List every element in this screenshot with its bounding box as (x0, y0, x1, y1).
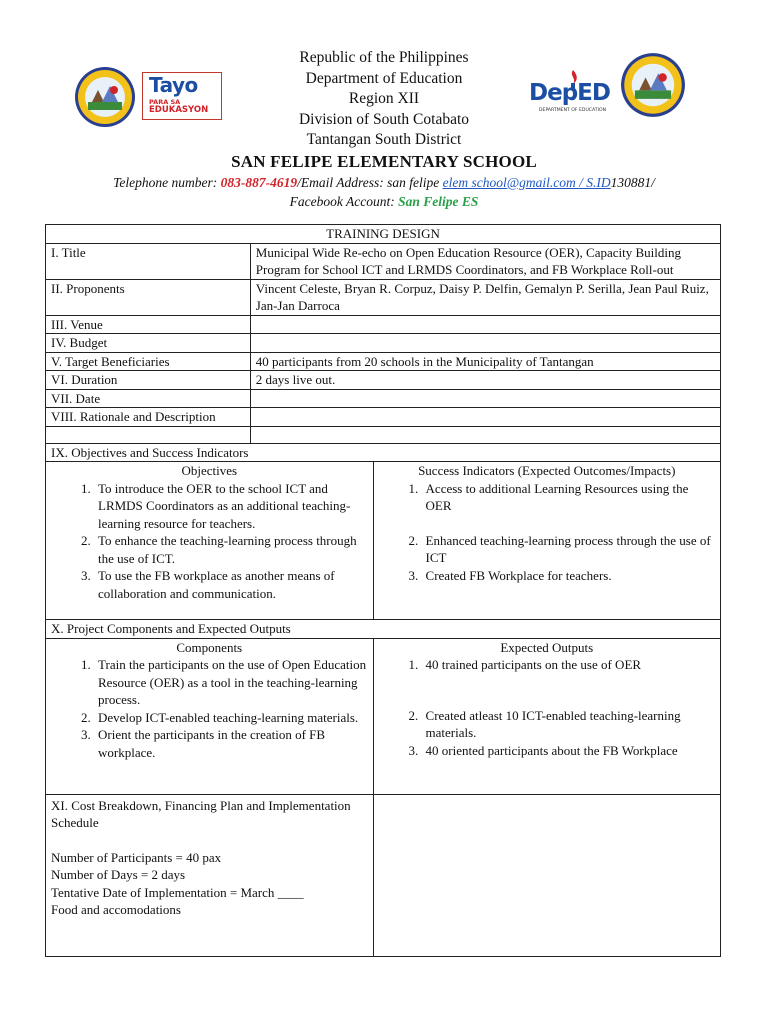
table-row (46, 279, 721, 315)
header-republic: Republic of the Philippines (299, 49, 469, 66)
list-item: 1. Access to additional Learning Resources using the OER (422, 480, 715, 515)
outputs-list (379, 656, 715, 759)
row-label: VI. Duration (46, 371, 251, 390)
indicators-heading: Success Indicators (Expected Outcomes/Impacts) (418, 463, 676, 478)
list-item: 1. Train the participants on the use of Open Education Resource (OER) as a tool in the teaching-learning process. (94, 656, 368, 709)
components-list (51, 656, 368, 761)
header-region: Region XII (348, 90, 420, 107)
row-value (250, 389, 720, 408)
table-row (46, 389, 721, 408)
cost-participants: Number of Participants = 40 pax (51, 849, 222, 865)
row-value: Municipal Wide Re-echo on Open Education Resource (OER), Capacity Building Program for School ICT and LRMDS Coordinators, and FB Workplace Roll-out (250, 243, 720, 279)
row-label: IV. Budget (46, 334, 251, 353)
school-id: 130881/ (610, 174, 655, 190)
table-row (46, 352, 721, 371)
table-heading: TRAINING DESIGN (46, 225, 721, 244)
cost-cell (46, 794, 374, 956)
row-label: VII. Date (46, 389, 251, 408)
facebook-account: San Felipe ES (398, 193, 479, 209)
row-label: VIII. Rationale and Description (46, 408, 251, 427)
tayo-wordmark: Tayo (149, 73, 198, 97)
contact-line (0, 173, 768, 192)
list-item: 3. To use the FB workplace as another means of collaboration and communication. (94, 567, 368, 602)
header-district: Tantangan South District (306, 131, 462, 148)
list-item: 1. To introduce the OER to the school ICT and LRMDS Coordinators as an additional teaching-learning resource for teachers. (94, 480, 368, 533)
table-row (46, 243, 721, 279)
cost-days: Number of Days = 2 days (51, 867, 186, 882)
cost-title: XI. Cost Breakdown, Financing Plan and Implementation Schedule (51, 797, 351, 830)
row-label: V. Target Beneficiaries (46, 352, 251, 371)
components-section-title: X. Project Components and Expected Outputs (46, 620, 721, 639)
list-item: 2. To enhance the teaching-learning process through the use of ICT. (94, 532, 368, 567)
phone-label: Telephone number: (113, 174, 221, 190)
objectives-list (51, 480, 368, 603)
components-cell (46, 638, 374, 794)
row-value: 40 participants from 20 schools in the Municipality of Tantangan (250, 352, 720, 371)
row-value (250, 408, 720, 427)
deped-subtitle: DEPARTMENT OF EDUCATION (539, 108, 607, 113)
header-department: Department of Education (305, 69, 463, 87)
objectives-section-title: IX. Objectives and Success Indicators (46, 443, 721, 462)
row-value (250, 315, 720, 334)
list-item: 3. Orient the participants in the creation of FB workplace. (94, 726, 368, 761)
header-division: Division of South Cotabato (298, 110, 470, 128)
tayo-sub1: PARA SA (149, 98, 181, 106)
row-label: III. Venue (46, 315, 251, 334)
row-value: Vincent Celeste, Bryan R. Corpuz, Daisy P. Delfin, Gemalyn P. Serilla, Jean Paul Ruiz, Jan-Jan Darroca (250, 279, 720, 315)
row-value: 2 days live out. (250, 371, 720, 390)
table-row (46, 371, 721, 390)
list-item: 2. Created atleast 10 ICT-enabled teaching-learning materials. (422, 707, 715, 742)
list-item: 3. 40 oriented participants about the FB Workplace (422, 742, 715, 760)
objectives-cell (46, 462, 374, 620)
email-link[interactable]: elem school@gmail.com / S.ID (442, 174, 611, 190)
cost-date: Tentative Date of Implementation = March ____ (51, 884, 304, 900)
row-value (250, 334, 720, 353)
list-item: 3. Created FB Workplace for teachers. (422, 567, 715, 585)
school-name: SAN FELIPE ELEMENTARY SCHOOL (231, 151, 537, 171)
indicators-cell (373, 462, 720, 620)
training-design-table (45, 224, 721, 957)
table-row (46, 408, 721, 427)
tayo-sub2: EDUKASYON (149, 105, 209, 115)
components-heading: Components (176, 639, 243, 655)
indicators-list (379, 480, 715, 585)
objectives-heading: Objectives (181, 463, 238, 478)
blank-row (46, 426, 721, 443)
deped-wordmark: DepED (529, 80, 610, 106)
table-row (46, 334, 721, 353)
row-label: I. Title (46, 243, 251, 279)
list-item: 2. Develop ICT-enabled teaching-learning materials. (94, 709, 368, 727)
table-row (46, 315, 721, 334)
cost-right-cell (373, 794, 720, 956)
list-item: 1. 40 trained participants on the use of OER (422, 656, 715, 674)
email-label: /Email Address: san felipe (297, 174, 443, 190)
outputs-heading: Expected Outputs (500, 639, 594, 655)
facebook-label: Facebook Account: (289, 193, 399, 209)
list-item: 2. Enhanced teaching-learning process through the use of ICT (422, 532, 715, 567)
row-label: II. Proponents (46, 279, 251, 315)
facebook-line (0, 192, 768, 211)
outputs-cell (373, 638, 720, 794)
letterhead (0, 48, 768, 211)
phone-number: 083-887-4619 (220, 174, 298, 190)
cost-food: Food and accomodations (51, 902, 181, 917)
